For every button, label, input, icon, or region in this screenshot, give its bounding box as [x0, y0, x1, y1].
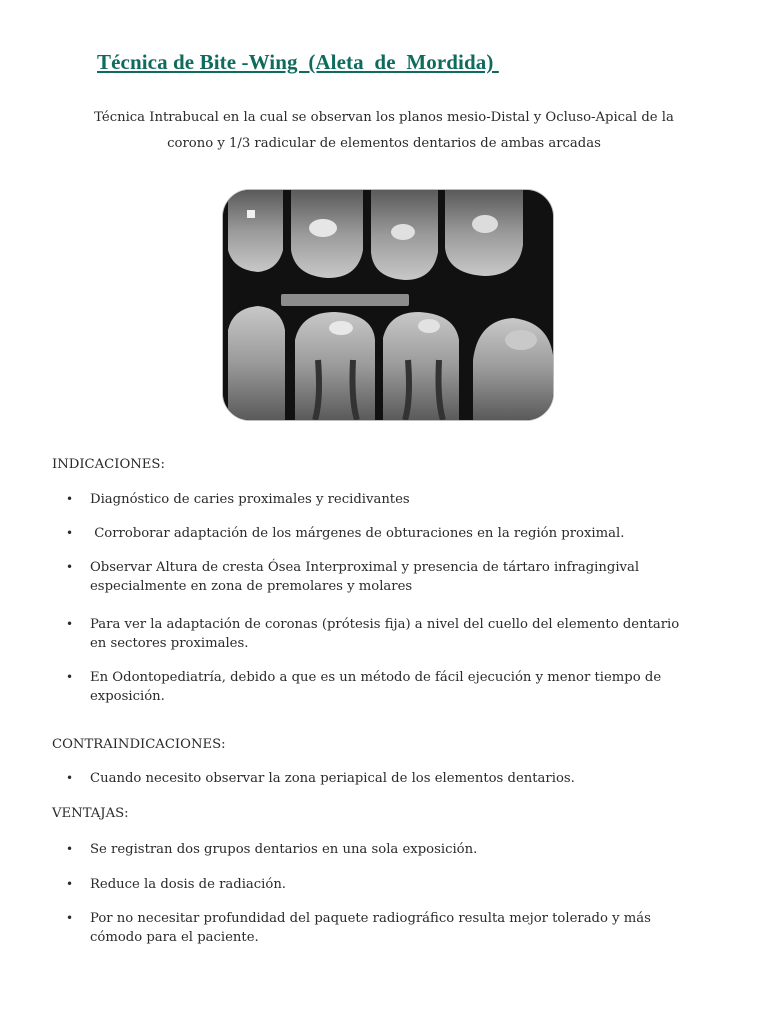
bullet-icon: •: [66, 492, 74, 506]
bullet-icon: •: [66, 526, 74, 540]
bullet-icon: •: [66, 911, 74, 925]
bullet-icon: •: [66, 617, 74, 631]
bullet-icon: •: [66, 877, 74, 891]
bullet-icon: •: [66, 670, 74, 684]
bullet-icon: •: [66, 842, 74, 856]
intro-line-1: Técnica Intrabucal en la cual se observan los planos mesio-Distal y Ocluso-Apical de la: [94, 110, 674, 125]
intro-paragraph: [40, 105, 728, 157]
list-item: • Para ver la adaptación de coronas (prótesis fija) a nivel del cuello del elemento dentario en sectores proximales.: [66, 617, 680, 651]
indicaciones-heading: INDICACIONES:: [52, 457, 165, 472]
page-title: Técnica de Bite -Wing (Aleta de Mordida): [97, 50, 499, 74]
list-item: • Por no necesitar profundidad del paquete radiográfico resulta mejor tolerado y más cómodo para el paciente.: [66, 911, 651, 945]
bitewing-radiograph-image: [222, 189, 554, 421]
bullet-icon: •: [66, 560, 74, 574]
list-item: • Cuando necesito observar la zona periapical de los elementos dentarios.: [66, 771, 575, 786]
list-item: • Diagnóstico de caries proximales y recidivantes: [66, 492, 410, 507]
xray-illustration: [223, 190, 553, 420]
list-item: • Observar Altura de cresta Ósea Interproximal y presencia de tártaro infragingival especialmente en zona de premolares y molares: [66, 560, 640, 594]
ventajas-heading: VENTAJAS:: [52, 806, 129, 821]
list-item: • Se registran dos grupos dentarios en una sola exposición.: [66, 842, 478, 857]
list-item: • En Odontopediatría, debido a que es un método de fácil ejecución y menor tiempo de exposición.: [66, 670, 662, 704]
list-item: • Corroborar adaptación de los márgenes de obturaciones en la región proximal.: [66, 526, 625, 541]
contraindicaciones-heading: CONTRAINDICACIONES:: [52, 737, 226, 752]
bullet-icon: •: [66, 771, 74, 785]
intro-line-2: corono y 1/3 radicular de elementos dentarios de ambas arcadas: [167, 136, 601, 151]
list-item: • Reduce la dosis de radiación.: [66, 877, 287, 892]
